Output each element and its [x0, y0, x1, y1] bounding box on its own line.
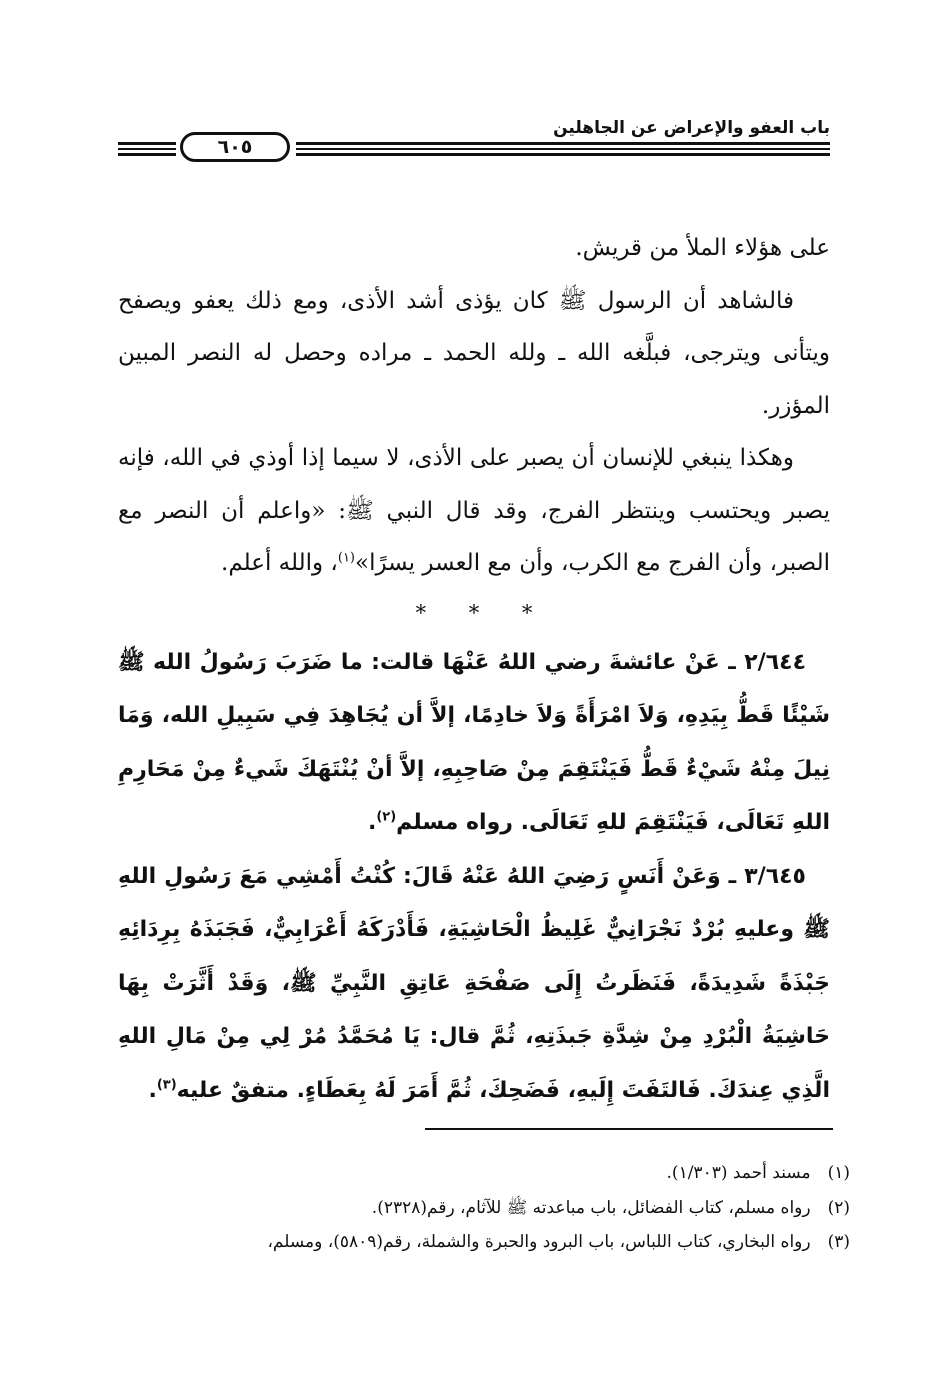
footnote-text: رواه مسلم، كتاب الفضائل، باب مباعدته ﷺ للآثام، رقم(٢٣٢٨).	[371, 1197, 811, 1218]
body-paragraph-3	[118, 432, 830, 590]
footnote-ref-3: (٣)	[156, 1077, 177, 1093]
hadith-number: ٢/٦٤٤	[744, 649, 806, 675]
body-paragraph-2: فالشاهد أن الرسول ﷺ كان يؤذى أشد الأذى، ومع ذلك يعفو ويصفح ويتأنى ويترجى، فبلَّغه الله ـ ولله الحمد ـ مراده وحصل له النصر المبين المؤزر.	[118, 287, 830, 419]
footnote-text: رواه البخاري، كتاب اللباس، باب البرود والحبرة والشملة، رقم(٥٨٠٩)، ومسلم،	[267, 1232, 811, 1252]
page-header	[118, 118, 830, 168]
footnote-ref-1: (١)	[337, 550, 355, 566]
footnote-1	[118, 1156, 850, 1191]
hadith-645: ٣/٦٤٥ ـ وَعَنْ أَنَسٍ رَضِيَ اللهُ عَنْهُ قَالَ: كُنْتُ أَمْشِي مَعَ رَسُولِ اللهِ ﷺ وعليهِ بُرْدٌ نَجْرَانِيٌّ غَلِيظُ الْحَاشِيَةِ، فَأَدْرَكَهُ أَعْرَابِيٌّ، فَجَبَذَهُ بِرِدَائِهِ جَبْذَةً شَدِيدَةً، فَنَظَرتُ إِلَى صَفْحَةِ عَاتِقِ النَّبِيِّ ﷺ، وَقَدْ أَثَّرَتْ بِهَا حَاشِيَةُ الْبُرْدِ مِنْ شِدَّةِ جَبذَتِهِ، ثُمَّ قال: يَا مُحَمَّدُ مُرْ لِي مِنْ مَالِ اللهِ الَّذِي عِندَكَ. فَالتَفَتَ إِلَيهِ، فَضَحِكَ، ثُمَّ أَمَرَ لَهُ بِعَطَاءٍ. متفقٌ عليه$^{(٣)}$.	[118, 863, 830, 1103]
section-separator: * * *	[415, 600, 533, 625]
hadith-644: ٢/٦٤٤ ـ عَنْ عائشةَ رضي اللهُ عَنْهَا قالت: ما ضَرَبَ رَسُولُ الله ﷺ شَيْئًا قَطُّ بِيَدِهِ، وَلاَ امْرَأَةً وَلاَ خادِمًا، إلاَّ أن يُجَاهِدَ فِي سَبِيلِ الله، وَمَا نِيلَ مِنْهُ شَيْءٌ قَطُّ فَيَنْتَقِمَ مِنْ صَاحِبِهِ، إلاَّ أنْ يُنْتَهَكَ شَيءٌ مِنْ مَحَارِمِ اللهِ تَعَالَى، فَيَنْتَقِمَ للهِ تَعَالَى. رواه مسلم$^{(٢)}$.	[118, 649, 830, 835]
header-rule-right	[296, 142, 830, 156]
footnote-mark: (٢)	[827, 1197, 850, 1218]
footnote-3	[118, 1225, 850, 1260]
footnote-ref-2: (٢)	[376, 809, 397, 825]
footnote-mark: (٣)	[827, 1232, 850, 1252]
body-paragraph-1: على هؤلاء الملأ من قريش.	[575, 235, 830, 261]
page-number: ٦٠٥	[180, 132, 290, 162]
header-rule-left	[118, 142, 176, 156]
footnote-2	[118, 1191, 850, 1226]
footnote-mark: (١)	[827, 1163, 850, 1183]
page-body	[118, 222, 830, 1117]
hadith-number: ٣/٦٤٥	[744, 863, 806, 889]
hadith-text: ـ عَنْ عائشةَ رضي اللهُ عَنْهَا قالت: ما ضَرَبَ رَسُولُ الله ﷺ شَيْئًا قَطُّ بِيَدِهِ، وَلاَ امْرَأَةً وَلاَ خادِمًا، إلاَّ أن يُجَاهِدَ فِي سَبِيلِ الله، وَمَا نِيلَ مِنْهُ شَيْءٌ قَطُّ فَيَنْتَقِمَ مِنْ صَاحِبِهِ، إلاَّ أنْ يُنْتَهَكَ شَيءٌ مِنْ مَحَارِمِ اللهِ تَعَالَى، فَيَنْتَقِمَ للهِ تَعَالَى. رواه مسلم	[118, 649, 830, 835]
footnote-divider	[425, 1128, 833, 1130]
body-paragraph-3-tail: ، والله أعلم.	[221, 550, 338, 576]
body-paragraph-3-text: وهكذا ينبغي للإنسان أن يصبر على الأذى، لا سيما إذا أوذي في الله، فإنه يصبر ويحتسب وينتظر الفرج، وقد قال النبي ﷺ: «واعلم أن النصر مع الصبر، وأن الفرج مع الكرب، وأن مع العسر يسرًا»	[118, 445, 830, 576]
hadith-text: ـ وَعَنْ أَنَسٍ رَضِيَ اللهُ عَنْهُ قَالَ: كُنْتُ أَمْشِي مَعَ رَسُولِ اللهِ ﷺ وعليهِ بُرْدٌ نَجْرَانِيٌّ غَلِيظُ الْحَاشِيَةِ، فَأَدْرَكَهُ أَعْرَابِيٌّ، فَجَبَذَهُ بِرِدَائِهِ جَبْذَةً شَدِيدَةً، فَنَظَرتُ إِلَى صَفْحَةِ عَاتِقِ النَّبِيِّ ﷺ، وَقَدْ أَثَّرَتْ بِهَا حَاشِيَةُ الْبُرْدِ مِنْ شِدَّةِ جَبذَتِهِ، ثُمَّ قال: يَا مُحَمَّدُ مُرْ لِي مِنْ مَالِ اللهِ الَّذِي عِندَكَ. فَالتَفَتَ إِلَيهِ، فَضَحِكَ، ثُمَّ أَمَرَ لَهُ بِعَطَاءٍ. متفقٌ عليه	[118, 863, 830, 1103]
footnotes	[118, 1156, 850, 1260]
footnote-text: مسند أحمد (١/٣٠٣).	[666, 1163, 811, 1183]
running-title: باب العفو والإعراض عن الجاهلين	[553, 118, 830, 138]
